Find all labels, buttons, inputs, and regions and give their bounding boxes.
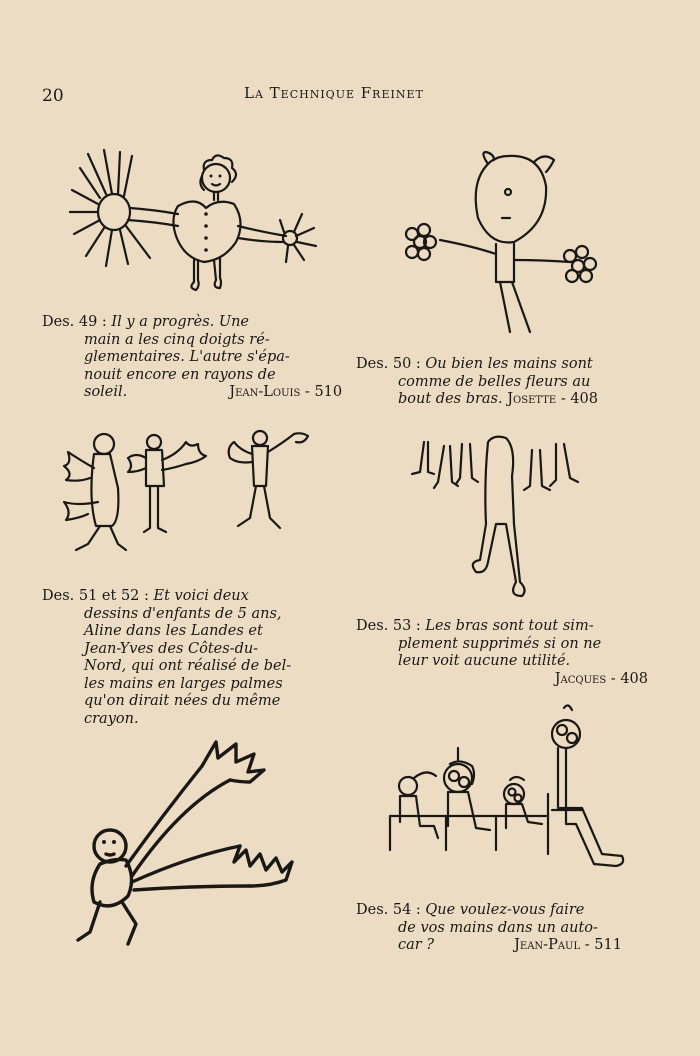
caption-text: Aline dans les Landes et bbox=[84, 623, 263, 639]
caption-des-50 bbox=[356, 356, 598, 409]
caption-text: main a les cinq doigts ré- bbox=[84, 331, 270, 348]
caption-text: car ? bbox=[398, 937, 435, 953]
caption-text: nouit encore en rayons de bbox=[84, 366, 276, 383]
drawing-51-52 bbox=[58, 428, 322, 560]
caption-lead: Des. 51 et 52 : bbox=[42, 588, 149, 604]
caption-text: plement supprimés si on ne bbox=[398, 635, 602, 652]
caption-text: bout des bras. bbox=[398, 391, 503, 407]
caption-lead: Des. 50 : bbox=[356, 356, 421, 372]
caption-text: glementaires. L'autre s'épa- bbox=[84, 349, 290, 365]
caption-author: Josette - 408 bbox=[507, 391, 598, 407]
caption-lead: Des. 53 : bbox=[356, 618, 421, 634]
caption-author: Jean-Paul - 511 bbox=[514, 937, 622, 953]
caption-des-51-52 bbox=[42, 588, 291, 728]
drawing-49 bbox=[66, 146, 326, 296]
caption-text: les mains en larges palmes bbox=[84, 675, 283, 692]
caption-lead: Des. 49 : bbox=[42, 314, 107, 330]
page-number: 20 bbox=[42, 86, 64, 106]
caption-text: Jean-Yves des Côtes-du- bbox=[84, 640, 259, 657]
caption-text: de vos mains dans un auto- bbox=[398, 919, 598, 936]
caption-text: Nord, qui ont réalisé de bel- bbox=[84, 658, 292, 674]
caption-text: Ou bien les mains sont bbox=[425, 356, 593, 372]
caption-text: Les bras sont tout sim- bbox=[425, 618, 594, 634]
caption-text: Et voici deux bbox=[153, 588, 249, 604]
caption-text: dessins d'enfants de 5 ans, bbox=[84, 605, 282, 622]
caption-text: crayon. bbox=[84, 710, 139, 727]
caption-author: Jacques - 408 bbox=[554, 670, 648, 687]
caption-text: qu'on dirait nées du même bbox=[84, 693, 281, 709]
caption-des-49 bbox=[42, 314, 342, 402]
caption-text: Il y a progrès. Une bbox=[111, 314, 249, 330]
caption-author: Jean-Louis - 510 bbox=[229, 384, 343, 400]
caption-text: Que voulez-vous faire bbox=[425, 902, 585, 918]
caption-text: comme de belles fleurs au bbox=[398, 373, 591, 390]
drawing-54 bbox=[386, 704, 636, 894]
caption-text: soleil. bbox=[84, 384, 128, 400]
caption-des-53 bbox=[356, 618, 648, 688]
caption-text: leur voit aucune utilité. bbox=[398, 653, 571, 669]
drawing-53 bbox=[404, 432, 594, 602]
drawing-palm-hands bbox=[70, 736, 310, 956]
caption-lead: Des. 54 : bbox=[356, 902, 421, 918]
drawing-50 bbox=[400, 146, 600, 341]
caption-des-54 bbox=[356, 902, 622, 955]
running-title: La Technique Freinet bbox=[244, 84, 424, 102]
